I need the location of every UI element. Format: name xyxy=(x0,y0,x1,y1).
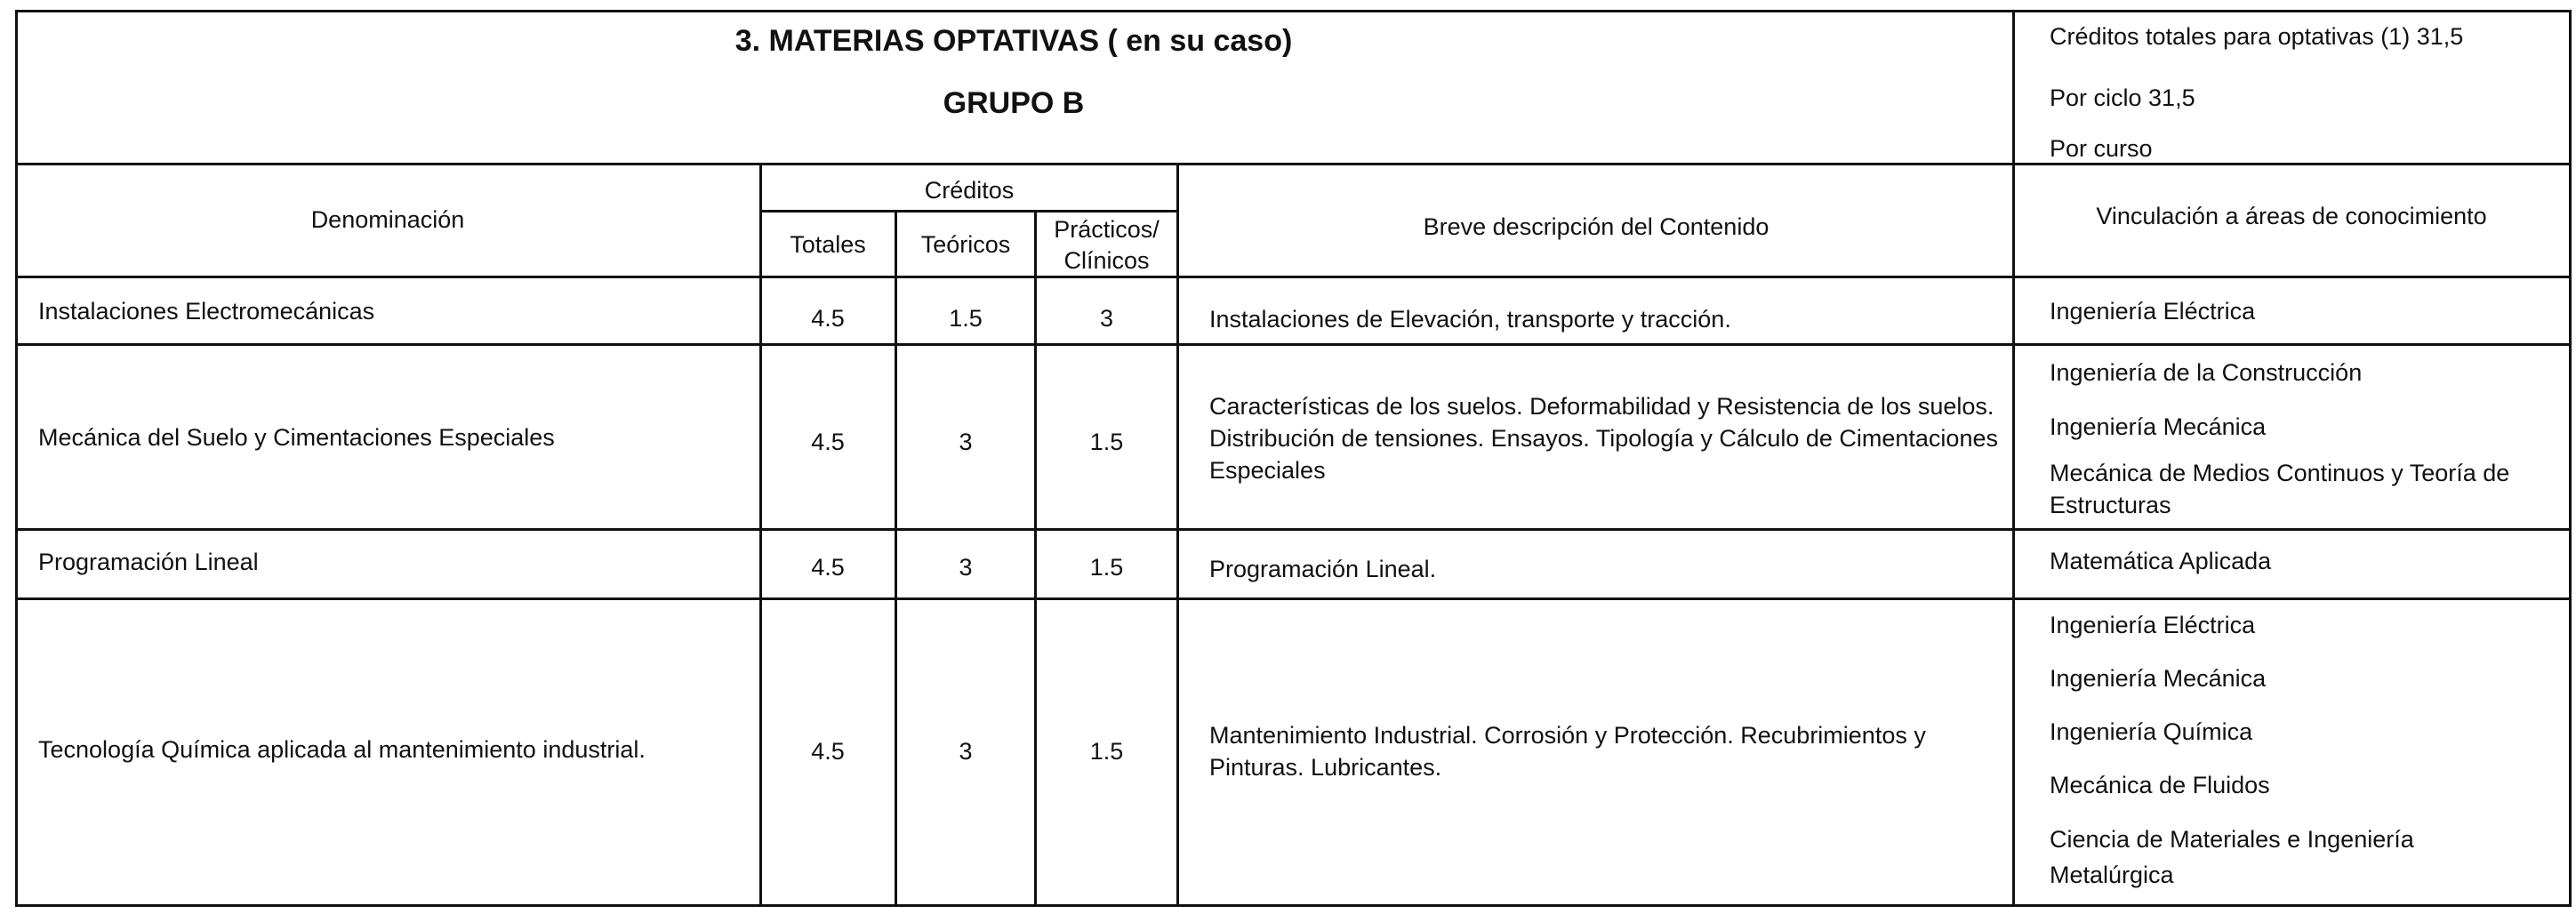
row-2-area-3: Mecánica de Medios Continuos y Teoría de Estructuras xyxy=(2050,460,2510,518)
row-4-totales: 4.5 xyxy=(811,738,845,765)
row-1-area-1: Ingeniería Eléctrica xyxy=(2050,298,2256,325)
table-border-top xyxy=(15,10,2572,12)
row-separator-1 xyxy=(15,343,2572,346)
row-4-area-5: Ciencia de Materiales e Ingeniería Metalúrgica xyxy=(2050,826,2414,888)
column-header-denominacion: Denominación xyxy=(310,206,465,233)
credits-per-course-text: Por curso xyxy=(2050,135,2153,162)
column-header-practicos-line1: Prácticos/ xyxy=(1054,216,1160,243)
row-1-description: Instalaciones de Elevación, transporte y tracción. xyxy=(1209,306,1731,333)
column-header-totales: Totales xyxy=(790,231,866,258)
row-3-practicos: 1.5 xyxy=(1089,554,1124,581)
row-4-area-4: Mecánica de Fluidos xyxy=(2050,772,2270,798)
row-4-area-3: Ingeniería Química xyxy=(2050,718,2253,745)
table-border-bottom xyxy=(15,904,2572,907)
row-4-area-2: Ingeniería Mecánica xyxy=(2050,665,2267,692)
row-3-area-1: Matemática Aplicada xyxy=(2050,548,2272,574)
column-header-separator xyxy=(15,276,2572,278)
row-3-totales: 4.5 xyxy=(811,554,845,581)
column-header-practicos-line2: Clínicos xyxy=(1063,247,1150,274)
row-4-teoricos: 3 xyxy=(959,738,973,765)
column-header-vinculacion: Vinculación a áreas de conocimiento xyxy=(2096,203,2487,229)
row-3-description: Programación Lineal. xyxy=(1209,556,1437,582)
row-2-name: Mecánica del Suelo y Cimentaciones Especiales xyxy=(38,424,555,451)
row-2-teoricos: 3 xyxy=(959,429,973,455)
row-2-area-2: Ingeniería Mecánica xyxy=(2050,413,2267,440)
row-4-description: Mantenimiento Industrial. Corrosión y Protección. Recubrimientos y Pinturas. Lubricantes. xyxy=(1209,722,1926,781)
row-4-practicos: 1.5 xyxy=(1089,738,1124,765)
row-1-totales: 4.5 xyxy=(811,305,845,332)
table-border-left xyxy=(15,10,18,907)
column-header-teoricos: Teóricos xyxy=(920,231,1011,258)
row-separator-3 xyxy=(15,597,2572,600)
row-3-teoricos: 3 xyxy=(959,554,973,581)
row-separator-2 xyxy=(15,528,2572,531)
section-title: 3. MATERIAS OPTATIVAS ( en su caso) xyxy=(734,24,1293,58)
row-1-teoricos: 1.5 xyxy=(949,305,983,332)
col-line-totales xyxy=(759,163,762,907)
title-separator xyxy=(15,163,2572,165)
row-4-name: Tecnología Química aplicada al mantenimiento industrial. xyxy=(38,736,646,763)
row-4-area-1: Ingeniería Eléctrica xyxy=(2050,612,2256,638)
row-2-description: Características de los suelos. Deformabilidad y Resistencia de los suelos. Distribución de tensiones. Ensayos. Tipología y Cálculo de Cimentaciones Especiales xyxy=(1209,393,1998,484)
row-2-totales: 4.5 xyxy=(811,429,845,455)
row-2-area-1: Ingeniería de la Construcción xyxy=(2050,359,2363,386)
total-credits-text: Créditos totales para optativas (1) 31,5 xyxy=(2050,23,2464,50)
row-1-practicos: 3 xyxy=(1099,305,1114,332)
column-header-descripcion: Breve descripción del Contenido xyxy=(1423,213,1769,240)
row-3-name: Programación Lineal xyxy=(38,549,259,575)
column-header-creditos: Créditos xyxy=(924,177,1015,204)
row-1-name: Instalaciones Electromecánicas xyxy=(38,298,375,325)
table-border-right xyxy=(2569,10,2572,907)
creditos-subheader-line xyxy=(760,210,1178,212)
row-2-practicos: 1.5 xyxy=(1089,429,1124,455)
group-title: GRUPO B xyxy=(943,86,1085,120)
credits-per-cycle-text: Por ciclo 31,5 xyxy=(2050,84,2195,111)
